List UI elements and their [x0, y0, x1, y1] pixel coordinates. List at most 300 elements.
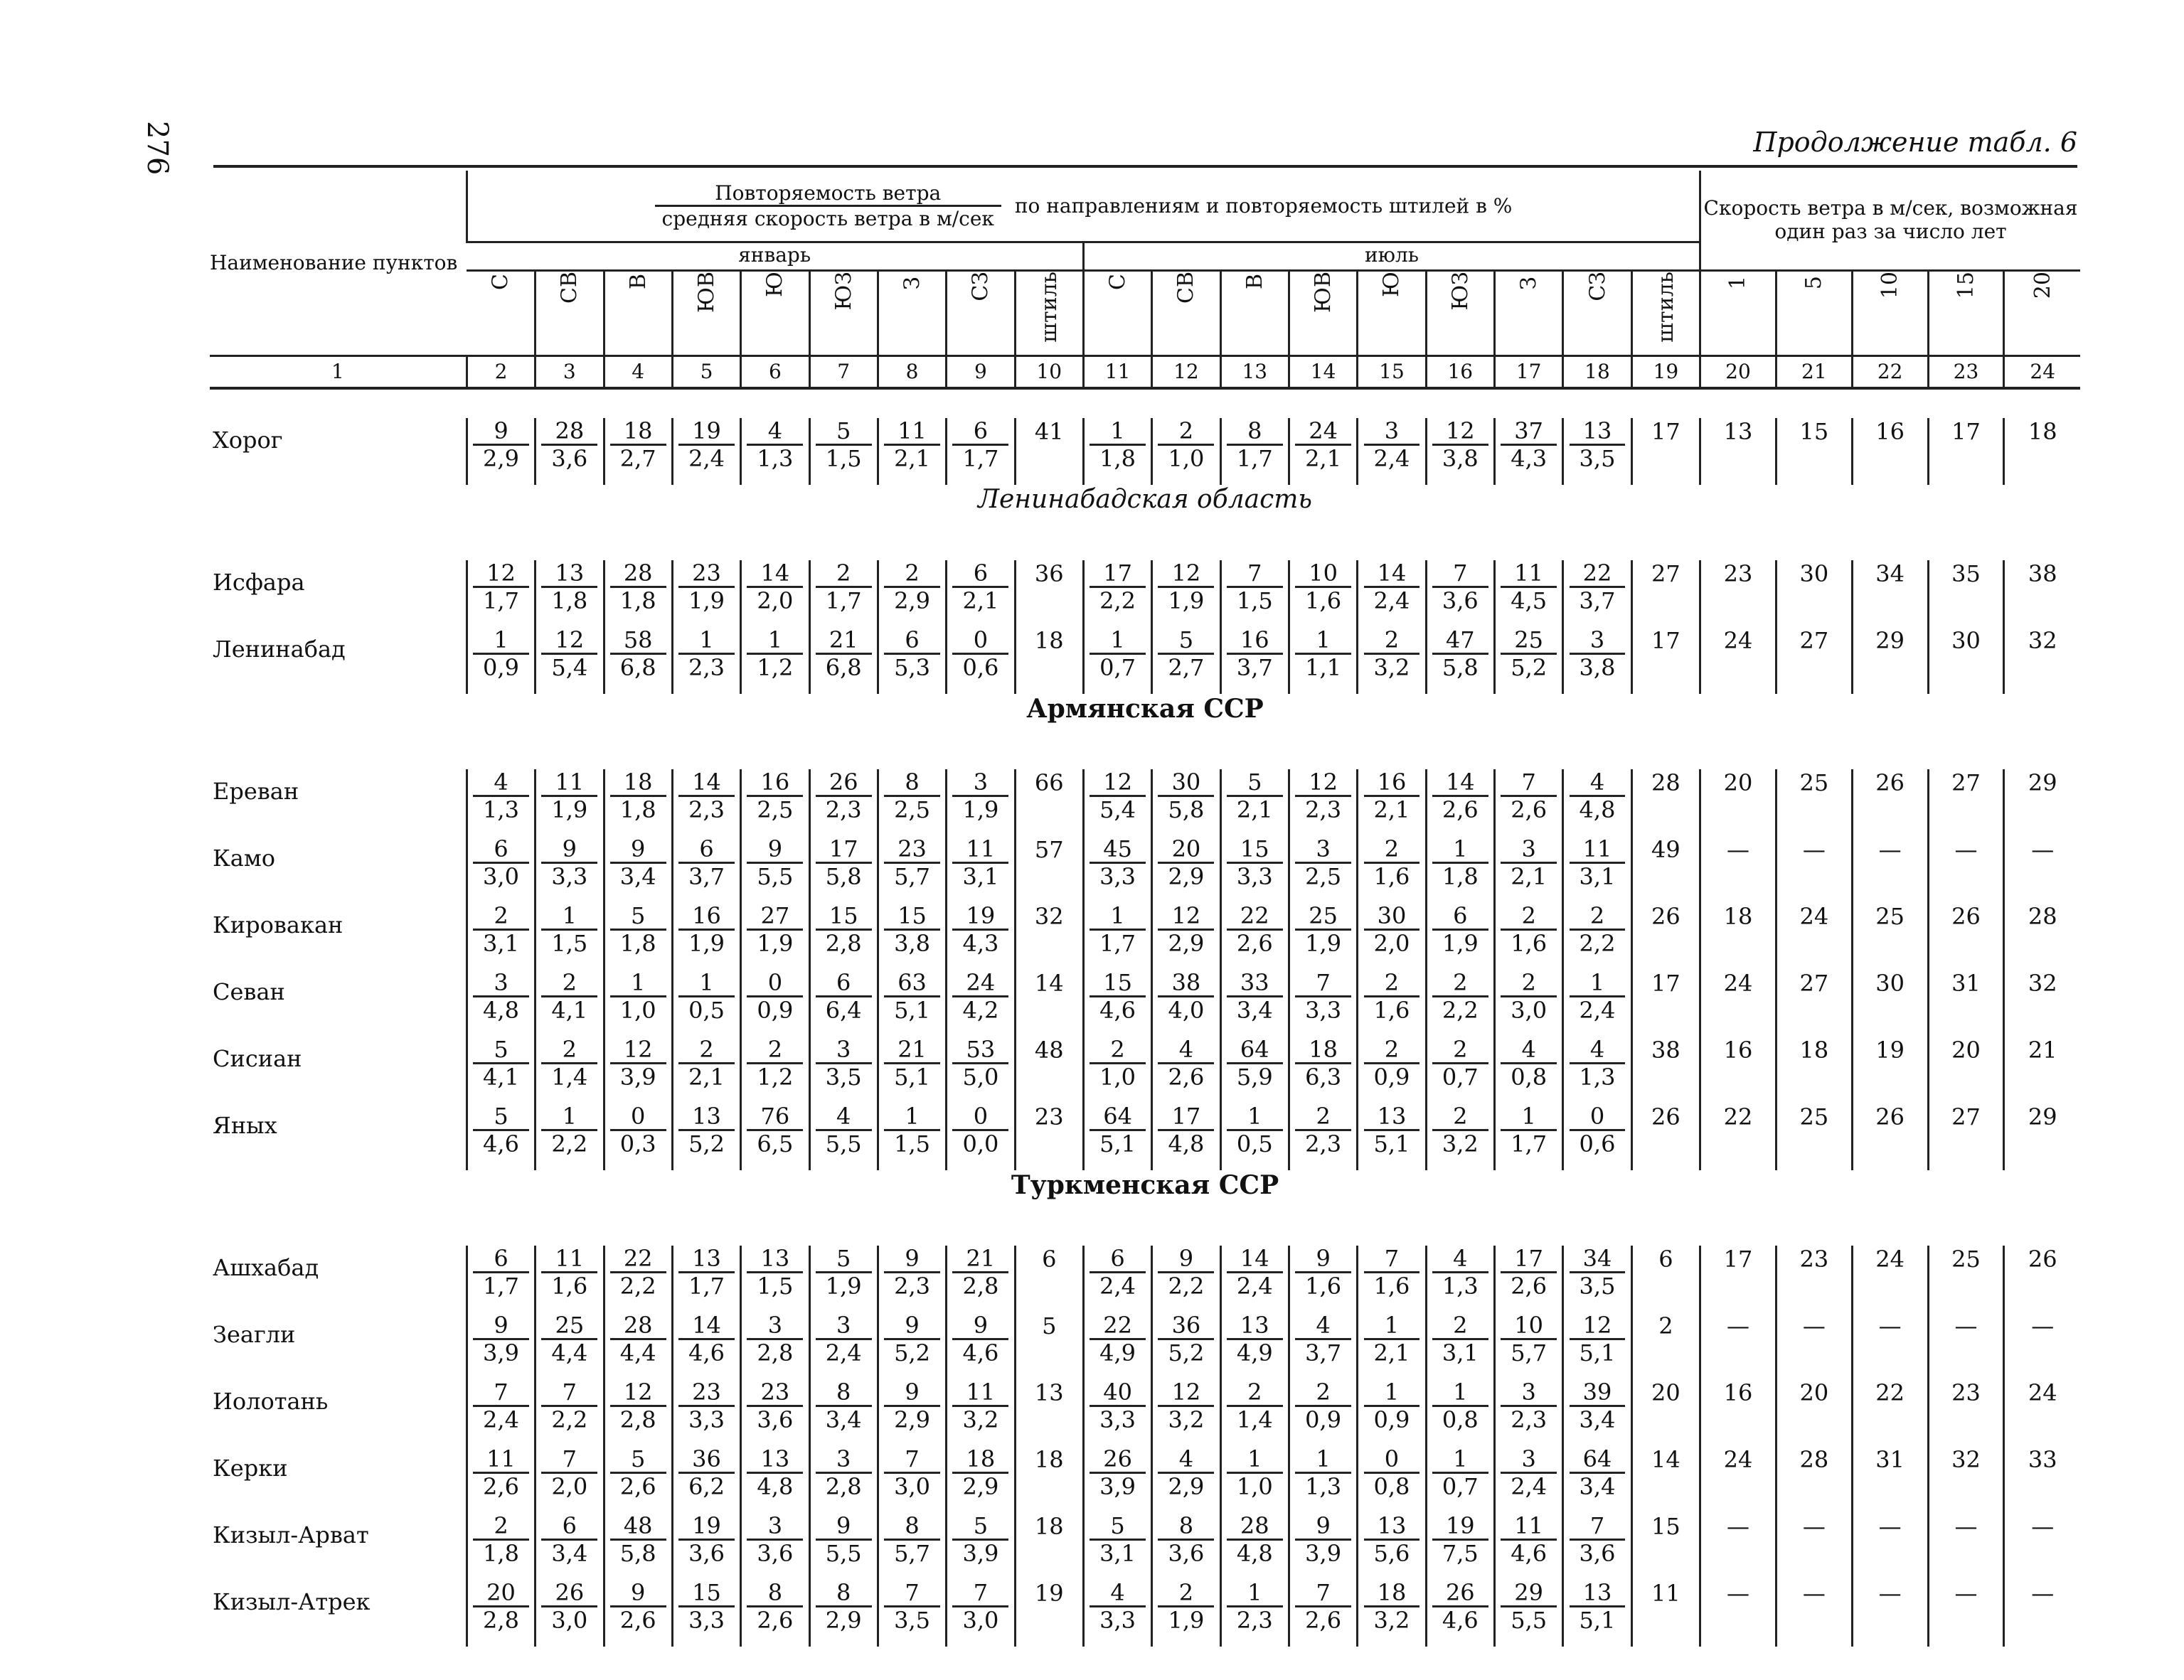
- speed-value: 4,6: [1090, 995, 1146, 1024]
- wind-fraction: [1501, 627, 1557, 682]
- max-speed-cell: —: [2004, 836, 2080, 903]
- wind-jan-cell: [604, 836, 672, 903]
- wind-fraction: [1432, 1513, 1488, 1568]
- jan-calm-cell: 48: [1015, 1037, 1083, 1103]
- speed-value: 2,4: [1364, 586, 1420, 614]
- max-speed-cell: 26: [2004, 1246, 2080, 1312]
- wind-jul-cell: [1083, 1037, 1151, 1103]
- speed-value: 2,2: [1158, 1271, 1214, 1300]
- speed-value: 2,2: [541, 1129, 597, 1157]
- direction-label: С: [488, 273, 513, 290]
- july-header: [1083, 242, 1700, 270]
- wind-jul-cell: [1220, 1446, 1289, 1513]
- wind-jan-cell: [536, 769, 604, 836]
- wind-fraction: [1295, 560, 1351, 615]
- speed-value: 0,0: [952, 1129, 1008, 1157]
- station-row: [210, 1246, 2080, 1312]
- frequency-value: 12: [1582, 1311, 1612, 1339]
- wind-fraction: [747, 627, 803, 682]
- station-name: Севан: [213, 978, 285, 1005]
- speed-value: 1,8: [1090, 444, 1146, 472]
- frequency-value: 14: [1445, 768, 1475, 796]
- wind-jul-cell: [1494, 836, 1562, 903]
- wind-fraction: [1501, 836, 1557, 891]
- station-name: Сисиан: [213, 1044, 302, 1072]
- wind-jul-cell: [1426, 1580, 1494, 1647]
- wind-fraction: [1501, 1379, 1557, 1434]
- wind-jan-cell: [536, 1312, 604, 1379]
- wind-fraction: [610, 1580, 666, 1634]
- max-speed-cell: 18: [1700, 903, 1777, 970]
- speed-value: 0,6: [1570, 1129, 1626, 1157]
- jan-calm-cell: 66: [1015, 769, 1083, 836]
- wind-jul-cell: [1358, 1312, 1426, 1379]
- max-speed-cell: 23: [1700, 560, 1777, 627]
- wind-jan-cell: [536, 1246, 604, 1312]
- frequency-value: 12: [1309, 768, 1338, 796]
- jul-calm-cell: 17: [1631, 627, 1700, 694]
- frequency-value: 3: [1589, 626, 1605, 653]
- wind-jul-cell: [1083, 970, 1151, 1037]
- wind-fraction: [610, 970, 666, 1024]
- frequency-value: 2: [767, 1035, 783, 1063]
- wind-jan-cell: [878, 1103, 946, 1170]
- wind-jan-cell: [672, 627, 740, 694]
- frequency-value: 11: [966, 1378, 996, 1406]
- wind-jul-cell: [1563, 836, 1631, 903]
- speed-value: 5,1: [884, 995, 940, 1024]
- wind-fraction: [816, 1312, 872, 1367]
- max-speed-cell: 24: [2004, 1379, 2080, 1446]
- wind-fraction: [610, 1379, 666, 1434]
- frequency-value: 20: [486, 1578, 516, 1606]
- frequency-value: 21: [966, 1244, 996, 1272]
- max-speed-cell: 13: [1700, 418, 1777, 485]
- frequency-value: 4: [1178, 1445, 1194, 1472]
- speed-value: 1,2: [747, 653, 803, 681]
- wind-fraction: [1570, 1103, 1626, 1158]
- max-speed-cell: 32: [1928, 1446, 2004, 1513]
- spacer-row: [210, 532, 2080, 560]
- speed-value: 0,9: [1295, 1405, 1351, 1433]
- wind-fraction: [1364, 1580, 1420, 1634]
- speed-value: 3,3: [1227, 862, 1283, 890]
- wind-jan-cell: [536, 1037, 604, 1103]
- wind-fraction: [884, 1312, 940, 1367]
- max-speed-cell: 35: [1928, 560, 2004, 627]
- frequency-value: 24: [966, 968, 996, 996]
- frequency-value: 5: [973, 1512, 989, 1539]
- speed-value: 5,1: [884, 1062, 940, 1091]
- speed-value: 2,4: [1570, 995, 1626, 1024]
- jul-calm-cell: 17: [1631, 418, 1700, 485]
- jul-calm-cell: 6: [1631, 1246, 1700, 1312]
- wind-jul-cell: [1083, 560, 1151, 627]
- speed-value: 2,3: [1501, 1405, 1557, 1433]
- wind-fraction: [952, 903, 1008, 958]
- max-speed-cell: 18: [2004, 418, 2080, 485]
- max-speed-cell: 24: [1700, 627, 1777, 694]
- wind-jan-cell: [467, 769, 535, 836]
- speed-value: 3,2: [1364, 653, 1420, 681]
- speed-value: 4,4: [610, 1338, 666, 1366]
- frequency-value: 1: [1384, 1311, 1400, 1339]
- max-speed-cell: 20: [1700, 769, 1777, 836]
- speed-value: 3,5: [884, 1605, 940, 1634]
- max-speed-cell: —: [1700, 836, 1777, 903]
- speed-value: 4,9: [1090, 1338, 1146, 1366]
- wind-fraction: [473, 418, 529, 473]
- frequency-value: 4: [767, 417, 783, 444]
- wind-fraction: [816, 560, 872, 615]
- speed-value: 4,6: [952, 1338, 1008, 1366]
- frequency-value: 14: [760, 559, 790, 587]
- speed-value: 2,1: [1295, 444, 1351, 472]
- wind-jul-cell: [1426, 1513, 1494, 1580]
- speed-value: 0,8: [1501, 1062, 1557, 1091]
- wind-fraction: [952, 1037, 1008, 1091]
- speed-value: 4,6: [1432, 1605, 1488, 1634]
- wind-jan-cell: [947, 1246, 1015, 1312]
- wind-jul-cell: [1152, 903, 1220, 970]
- wind-fraction: [747, 1246, 803, 1300]
- speed-value: 2,8: [610, 1405, 666, 1433]
- frequency-value: 1: [1521, 1102, 1536, 1130]
- wind-jul-cell: [1289, 970, 1357, 1037]
- wind-fraction: [747, 1446, 803, 1501]
- jan-calm-cell: 19: [1015, 1580, 1083, 1647]
- frequency-header-bottom: средняя скорость ветра в м/сек: [661, 206, 994, 230]
- direction-header-january: [809, 270, 878, 355]
- frequency-value: 12: [623, 1035, 653, 1063]
- jul-calm-cell: 38: [1631, 1037, 1700, 1103]
- frequency-value: 5: [836, 417, 851, 444]
- wind-jan-cell: [878, 903, 946, 970]
- wind-jan-cell: [809, 1103, 878, 1170]
- frequency-value: 2: [1110, 1035, 1125, 1063]
- wind-fraction: [473, 560, 529, 615]
- speed-value: 2,1: [678, 1062, 735, 1091]
- wind-fraction: [1501, 1037, 1557, 1091]
- wind-jul-cell: [1563, 769, 1631, 836]
- frequency-value: 22: [1240, 901, 1269, 929]
- max-speed-cell: 26: [1852, 1103, 1928, 1170]
- years-label: 15: [1953, 271, 1978, 299]
- wind-fraction: [816, 627, 872, 682]
- wind-fraction: [610, 627, 666, 682]
- wind-jul-cell: [1358, 1246, 1426, 1312]
- wind-fraction: [678, 1446, 735, 1501]
- frequency-value: 1: [1110, 417, 1125, 444]
- frequency-value: 24: [1309, 417, 1338, 444]
- frequency-value: 6: [973, 559, 989, 587]
- wind-jan-cell: [947, 418, 1015, 485]
- years-header: [1700, 270, 1777, 355]
- frequency-value: 5: [836, 1244, 851, 1272]
- frequency-value: 2: [1589, 901, 1605, 929]
- direction-header-january: [467, 270, 535, 355]
- wind-jul-cell: [1083, 627, 1151, 694]
- wind-jan-cell: [741, 769, 809, 836]
- frequency-value: 11: [966, 835, 996, 862]
- column-number: 18: [1563, 355, 1631, 388]
- frequency-value: 2: [1521, 968, 1536, 996]
- frequency-value: 11: [555, 1244, 585, 1272]
- jul-calm-cell: 26: [1631, 1103, 1700, 1170]
- speed-value: 3,3: [1090, 1605, 1146, 1634]
- wind-fraction: [1158, 1446, 1214, 1501]
- speed-value: 2,3: [678, 795, 735, 823]
- frequency-value: 7: [1453, 559, 1468, 587]
- speed-value: 2,6: [1432, 795, 1488, 823]
- frequency-value: 6: [973, 417, 989, 444]
- max-speed-cell: —: [1928, 836, 2004, 903]
- speed-value: 3,8: [1570, 653, 1626, 681]
- frequency-value: 2: [1316, 1378, 1331, 1406]
- years-label: 20: [2030, 271, 2055, 299]
- max-speed-cell: —: [2004, 1312, 2080, 1379]
- frequency-value: 11: [1514, 1512, 1543, 1539]
- jan-calm-cell: 57: [1015, 836, 1083, 903]
- wind-jul-cell: [1152, 1446, 1220, 1513]
- wind-fraction: [1090, 560, 1146, 615]
- wind-fraction: [1432, 903, 1488, 958]
- wind-fraction: [541, 1246, 597, 1300]
- wind-fraction: [1295, 1580, 1351, 1634]
- max-speed-cell: 25: [1928, 1246, 2004, 1312]
- wind-fraction: [1090, 1103, 1146, 1158]
- direction-header-january: [1015, 270, 1083, 355]
- spacer-cell: [210, 532, 2080, 560]
- wind-jul-cell: [1289, 836, 1357, 903]
- max-speed-cell: —: [1776, 1312, 1852, 1379]
- speed-value: 2,2: [1432, 995, 1488, 1024]
- wind-jan-cell: [809, 1513, 878, 1580]
- speed-value: 2,4: [1090, 1271, 1146, 1300]
- speed-value: 2,3: [1295, 795, 1351, 823]
- wind-jan-cell: [467, 1246, 535, 1312]
- wind-fraction: [1090, 836, 1146, 891]
- wind-jan-cell: [809, 627, 878, 694]
- wind-jan-cell: [672, 1580, 740, 1647]
- frequency-value: 12: [1171, 901, 1201, 929]
- wind-jul-cell: [1083, 1513, 1151, 1580]
- frequency-value: 13: [760, 1445, 790, 1472]
- max-speed-cell: 32: [2004, 627, 2080, 694]
- wind-jan-cell: [467, 560, 535, 627]
- wind-fraction: [1364, 627, 1420, 682]
- spacer-row: [210, 741, 2080, 769]
- wind-fraction: [1158, 1379, 1214, 1434]
- frequency-value: 1: [699, 626, 714, 653]
- wind-fraction: [473, 970, 529, 1024]
- max-speed-cell: 32: [2004, 970, 2080, 1037]
- wind-jan-cell: [878, 627, 946, 694]
- speed-value: 3,4: [541, 1539, 597, 1567]
- frequency-value: 9: [905, 1244, 920, 1272]
- wind-fraction: [610, 769, 666, 824]
- wind-jan-cell: [604, 970, 672, 1037]
- frequency-value: 11: [897, 417, 927, 444]
- wind-jul-cell: [1563, 1312, 1631, 1379]
- frequency-value: 9: [1316, 1512, 1331, 1539]
- speed-value: 3,1: [952, 862, 1008, 890]
- wind-jan-cell: [741, 1580, 809, 1647]
- speed-value: 1,6: [1364, 1271, 1420, 1300]
- column-number: 17: [1494, 355, 1562, 388]
- wind-jul-cell: [1289, 1246, 1357, 1312]
- wind-fraction: [1158, 1312, 1214, 1367]
- speed-value: 2,4: [678, 444, 735, 472]
- speed-value: 2,8: [747, 1338, 803, 1366]
- wind-fraction: [678, 1312, 735, 1367]
- wind-jan-cell: [878, 1513, 946, 1580]
- wind-jul-cell: [1426, 1379, 1494, 1446]
- speed-value: 1,3: [1570, 1062, 1626, 1091]
- station-row: [210, 1379, 2080, 1446]
- direction-label: СВ: [1173, 271, 1199, 304]
- frequency-value: 15: [829, 901, 858, 929]
- speed-value: 2,3: [1227, 1605, 1283, 1634]
- wind-jul-cell: [1563, 1037, 1631, 1103]
- wind-fraction: [1501, 560, 1557, 615]
- speed-value: 3,2: [1364, 1605, 1420, 1634]
- wind-fraction: [1090, 1513, 1146, 1568]
- jul-calm-cell: 14: [1631, 1446, 1700, 1513]
- frequency-value: 27: [760, 901, 790, 929]
- station-name: Кизыл-Атрек: [213, 1588, 371, 1615]
- speed-value: 4,3: [952, 929, 1008, 957]
- frequency-value: 1: [1247, 1578, 1262, 1606]
- frequency-value: 48: [623, 1512, 653, 1539]
- wind-jul-cell: [1083, 1312, 1151, 1379]
- frequency-value: 13: [555, 559, 585, 587]
- max-speed-cell: —: [1928, 1513, 2004, 1580]
- wind-jan-cell: [536, 627, 604, 694]
- frequency-value: 9: [494, 417, 508, 444]
- wind-fraction: [610, 1446, 666, 1501]
- wind-jan-cell: [809, 1446, 878, 1513]
- wind-jul-cell: [1563, 1379, 1631, 1446]
- wind-jul-cell: [1220, 769, 1289, 836]
- wind-jul-cell: [1494, 769, 1562, 836]
- wind-jul-cell: [1426, 1103, 1494, 1170]
- speed-value: 5,7: [1501, 1338, 1557, 1366]
- speed-value: 6,2: [678, 1472, 735, 1500]
- wind-fraction: [952, 836, 1008, 891]
- wind-table: [210, 171, 2080, 1647]
- wind-jul-cell: [1220, 1580, 1289, 1647]
- jan-calm-cell: 36: [1015, 560, 1083, 627]
- january-label: январь: [738, 242, 811, 267]
- wind-fraction: [610, 560, 666, 615]
- frequency-value: 14: [692, 768, 721, 796]
- speed-value: 2,4: [1227, 1271, 1283, 1300]
- wind-fraction: [541, 769, 597, 824]
- station-name: Ереван: [213, 777, 299, 805]
- frequency-value: 1: [699, 968, 714, 996]
- column-number: 23: [1928, 355, 2004, 388]
- direction-label: ЮВ: [694, 271, 720, 313]
- wind-fraction: [1501, 1246, 1557, 1300]
- wind-fraction: [1364, 1246, 1420, 1300]
- speed-value: 4,6: [1501, 1539, 1557, 1567]
- names-column-label: Наименование пунктов: [210, 250, 458, 274]
- years-header: [2004, 270, 2080, 355]
- max-speed-cell: 15: [1776, 418, 1852, 485]
- speed-value: 6,5: [747, 1129, 803, 1157]
- wind-jan-cell: [741, 1446, 809, 1513]
- speed-value: 1,5: [541, 929, 597, 957]
- speed-value: 3,0: [1501, 995, 1557, 1024]
- wind-jan-cell: [741, 560, 809, 627]
- direction-header-january: [672, 270, 740, 355]
- wind-fraction: [1158, 418, 1214, 473]
- station-row: [210, 560, 2080, 627]
- speed-value: 3,8: [1432, 444, 1488, 472]
- frequency-value: 40: [1103, 1378, 1132, 1406]
- wind-jan-cell: [741, 627, 809, 694]
- wind-jan-cell: [536, 1103, 604, 1170]
- wind-jul-cell: [1220, 903, 1289, 970]
- speed-value: 1,9: [678, 929, 735, 957]
- frequency-value: 2: [1521, 901, 1536, 929]
- wind-fraction: [1295, 903, 1351, 958]
- wind-jul-cell: [1494, 1446, 1562, 1513]
- jan-calm-cell: 18: [1015, 1513, 1083, 1580]
- wind-jul-cell: [1152, 418, 1220, 485]
- frequency-value: 15: [1240, 835, 1269, 862]
- frequency-value: 3: [1521, 1445, 1536, 1472]
- frequency-value: 17: [829, 835, 858, 862]
- wind-fraction: [678, 1037, 735, 1091]
- frequency-value: 25: [1514, 626, 1543, 653]
- wind-fraction: [1570, 1037, 1626, 1091]
- jan-calm-cell: 41: [1015, 418, 1083, 485]
- frequency-value: 3: [1316, 835, 1331, 862]
- frequency-value: 17: [1171, 1102, 1201, 1130]
- wind-jul-cell: [1358, 836, 1426, 903]
- wind-fraction: [541, 836, 597, 891]
- speed-value: 5,4: [1090, 795, 1146, 823]
- speed-value: 1,9: [1158, 1605, 1214, 1634]
- wind-fraction: [1432, 1312, 1488, 1367]
- january-header: [467, 242, 1083, 270]
- station-name: Кизыл-Арват: [213, 1521, 369, 1548]
- max-speed-cell: 20: [1776, 1379, 1852, 1446]
- jul-calm-cell: 26: [1631, 903, 1700, 970]
- group-title: Ленинабадская область: [977, 484, 1312, 514]
- frequency-value: 28: [623, 559, 653, 587]
- wind-jul-cell: [1083, 769, 1151, 836]
- wind-jan-cell: [741, 1037, 809, 1103]
- speed-value: 3,6: [541, 444, 597, 472]
- speed-value: 1,9: [747, 929, 803, 957]
- speed-value: 2,5: [1295, 862, 1351, 890]
- speed-value: 2,3: [678, 653, 735, 681]
- frequency-value: 2: [1384, 1035, 1400, 1063]
- wind-fraction: [1158, 1103, 1214, 1158]
- wind-fraction: [541, 1037, 597, 1091]
- frequency-value: 10: [1514, 1311, 1543, 1339]
- speed-value: 2,8: [816, 1472, 872, 1500]
- frequency-value: 9: [905, 1311, 920, 1339]
- column-number: 6: [741, 355, 809, 388]
- table-continuation-label: Продолжение табл. 6: [1753, 127, 2077, 158]
- frequency-value: 8: [1178, 1512, 1194, 1539]
- wind-jul-cell: [1358, 1513, 1426, 1580]
- frequency-value: 13: [1240, 1311, 1269, 1339]
